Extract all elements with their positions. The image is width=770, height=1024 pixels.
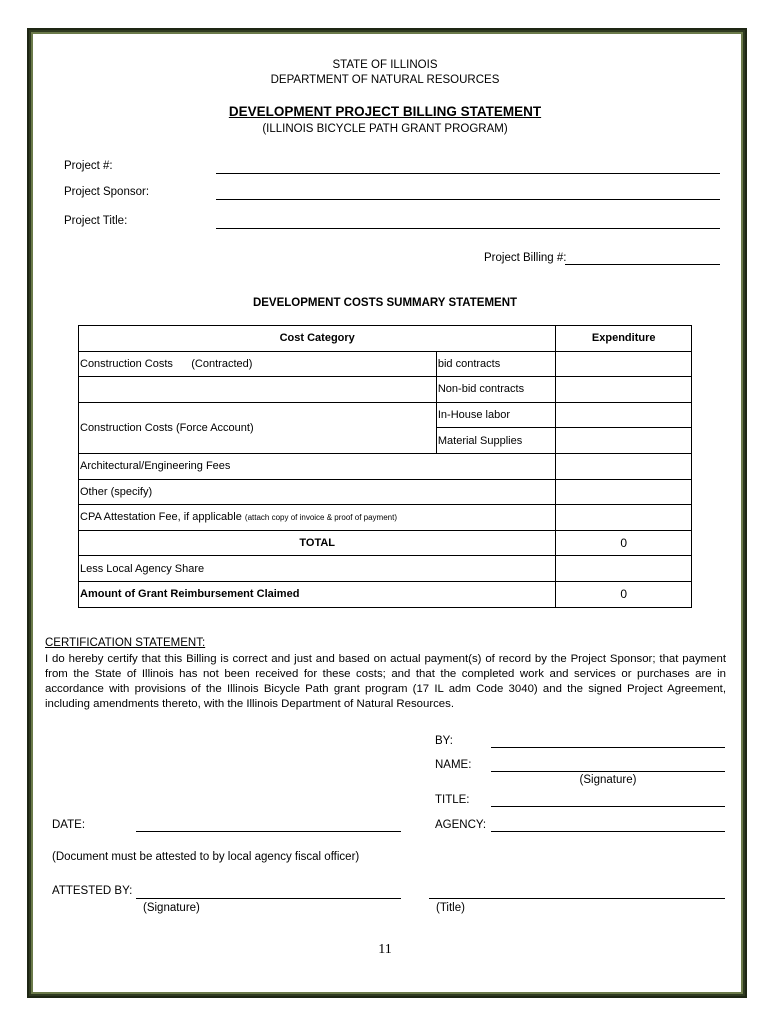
title-label: TITLE: [435, 794, 470, 806]
empty-cell [79, 377, 437, 403]
table-row [79, 377, 692, 403]
cost-table [78, 325, 692, 608]
project-billing-label: Project Billing #: [484, 252, 567, 264]
by-label: BY: [435, 735, 453, 747]
agency-label: AGENCY: [435, 819, 487, 831]
less-local-value[interactable] [556, 556, 692, 582]
cpa-fee-note: (attach copy of invoice & proof of payment) [244, 513, 397, 523]
attest-title-caption: (Title) [436, 902, 465, 914]
other-label: Other (specify) [79, 479, 556, 505]
name-field[interactable] [491, 771, 725, 772]
project-sponsor-label: Project Sponsor: [64, 186, 150, 198]
table-row [79, 453, 692, 479]
construction-contracted-label: Construction Costs (Contracted) [79, 351, 437, 377]
attest-signature-caption: (Signature) [143, 902, 200, 914]
page-number: 11 [378, 942, 392, 957]
less-local-label: Less Local Agency Share [79, 556, 556, 582]
col-header-expenditure: Expenditure [556, 326, 692, 352]
attest-note: (Document must be attested to by local agency fiscal officer) [52, 851, 360, 863]
date-field[interactable] [136, 831, 401, 832]
attested-title-field[interactable] [429, 898, 725, 899]
department-heading: DEPARTMENT OF NATURAL RESOURCES [270, 74, 500, 86]
total-label: TOTAL [79, 530, 556, 556]
table-row [79, 505, 692, 531]
col-header-category: Cost Category [79, 326, 556, 352]
other-value[interactable] [556, 479, 692, 505]
project-sponsor-field[interactable] [216, 199, 720, 200]
non-bid-contracts-label: Non-bid contracts [436, 377, 556, 403]
table-header-row [79, 326, 692, 352]
bid-contracts-value[interactable] [556, 351, 692, 377]
table-row [79, 581, 692, 607]
material-supplies-value[interactable] [556, 428, 692, 454]
ae-fees-label: Architectural/Engineering Fees [79, 453, 556, 479]
project-number-label: Project #: [64, 160, 113, 172]
reimbursement-label: Amount of Grant Reimbursement Claimed [79, 581, 556, 607]
summary-heading: DEVELOPMENT COSTS SUMMARY STATEMENT [252, 297, 518, 309]
attested-signature-field[interactable] [136, 898, 401, 899]
by-field[interactable] [491, 747, 725, 748]
cpa-fee-label: CPA Attestation Fee, if applicable [80, 511, 242, 524]
certification-heading: CERTIFICATION STATEMENT: [45, 637, 206, 649]
material-supplies-label: Material Supplies [436, 428, 556, 454]
project-title-field[interactable] [216, 228, 720, 229]
total-value: 0 [556, 530, 692, 556]
table-row [79, 530, 692, 556]
page-title: DEVELOPMENT PROJECT BILLING STATEMENT [228, 104, 542, 119]
project-billing-field[interactable] [565, 264, 720, 265]
table-row [79, 351, 692, 377]
cpa-fee-cell [79, 505, 556, 531]
certification-body: I do hereby certify that this Billing is correct and just and based on actual payment(s) of record by the Project Sponsor; that payment from the State of Illinois has not been received for these costs; and that the completed work and services or purchases are in accordance with provisions of the Illinois Bicycle Path grant program (17 IL adm Code 3040) and the signed Project Agreement, including amendments thereto, with the Illinois Department of Natural Resources. [45, 653, 726, 710]
title-field[interactable] [491, 806, 725, 807]
table-row [79, 402, 692, 428]
non-bid-contracts-value[interactable] [556, 377, 692, 403]
table-row [79, 556, 692, 582]
force-account-label: Construction Costs (Force Account) [79, 402, 437, 453]
reimbursement-value: 0 [556, 581, 692, 607]
in-house-labor-label: In-House labor [436, 402, 556, 428]
state-heading: STATE OF ILLINOIS [332, 59, 438, 71]
ae-fees-value[interactable] [556, 453, 692, 479]
signature-caption: (Signature) [579, 774, 637, 786]
in-house-labor-value[interactable] [556, 402, 692, 428]
cpa-fee-value[interactable] [556, 505, 692, 531]
bid-contracts-label: bid contracts [436, 351, 556, 377]
name-label: NAME: [435, 759, 472, 771]
date-label: DATE: [52, 819, 86, 831]
page-subtitle: (ILLINOIS BICYCLE PATH GRANT PROGRAM) [262, 123, 508, 135]
project-number-field[interactable] [216, 173, 720, 174]
table-row [79, 479, 692, 505]
agency-field[interactable] [491, 831, 725, 832]
attested-by-label: ATTESTED BY: [52, 885, 133, 897]
project-title-label: Project Title: [64, 215, 128, 227]
